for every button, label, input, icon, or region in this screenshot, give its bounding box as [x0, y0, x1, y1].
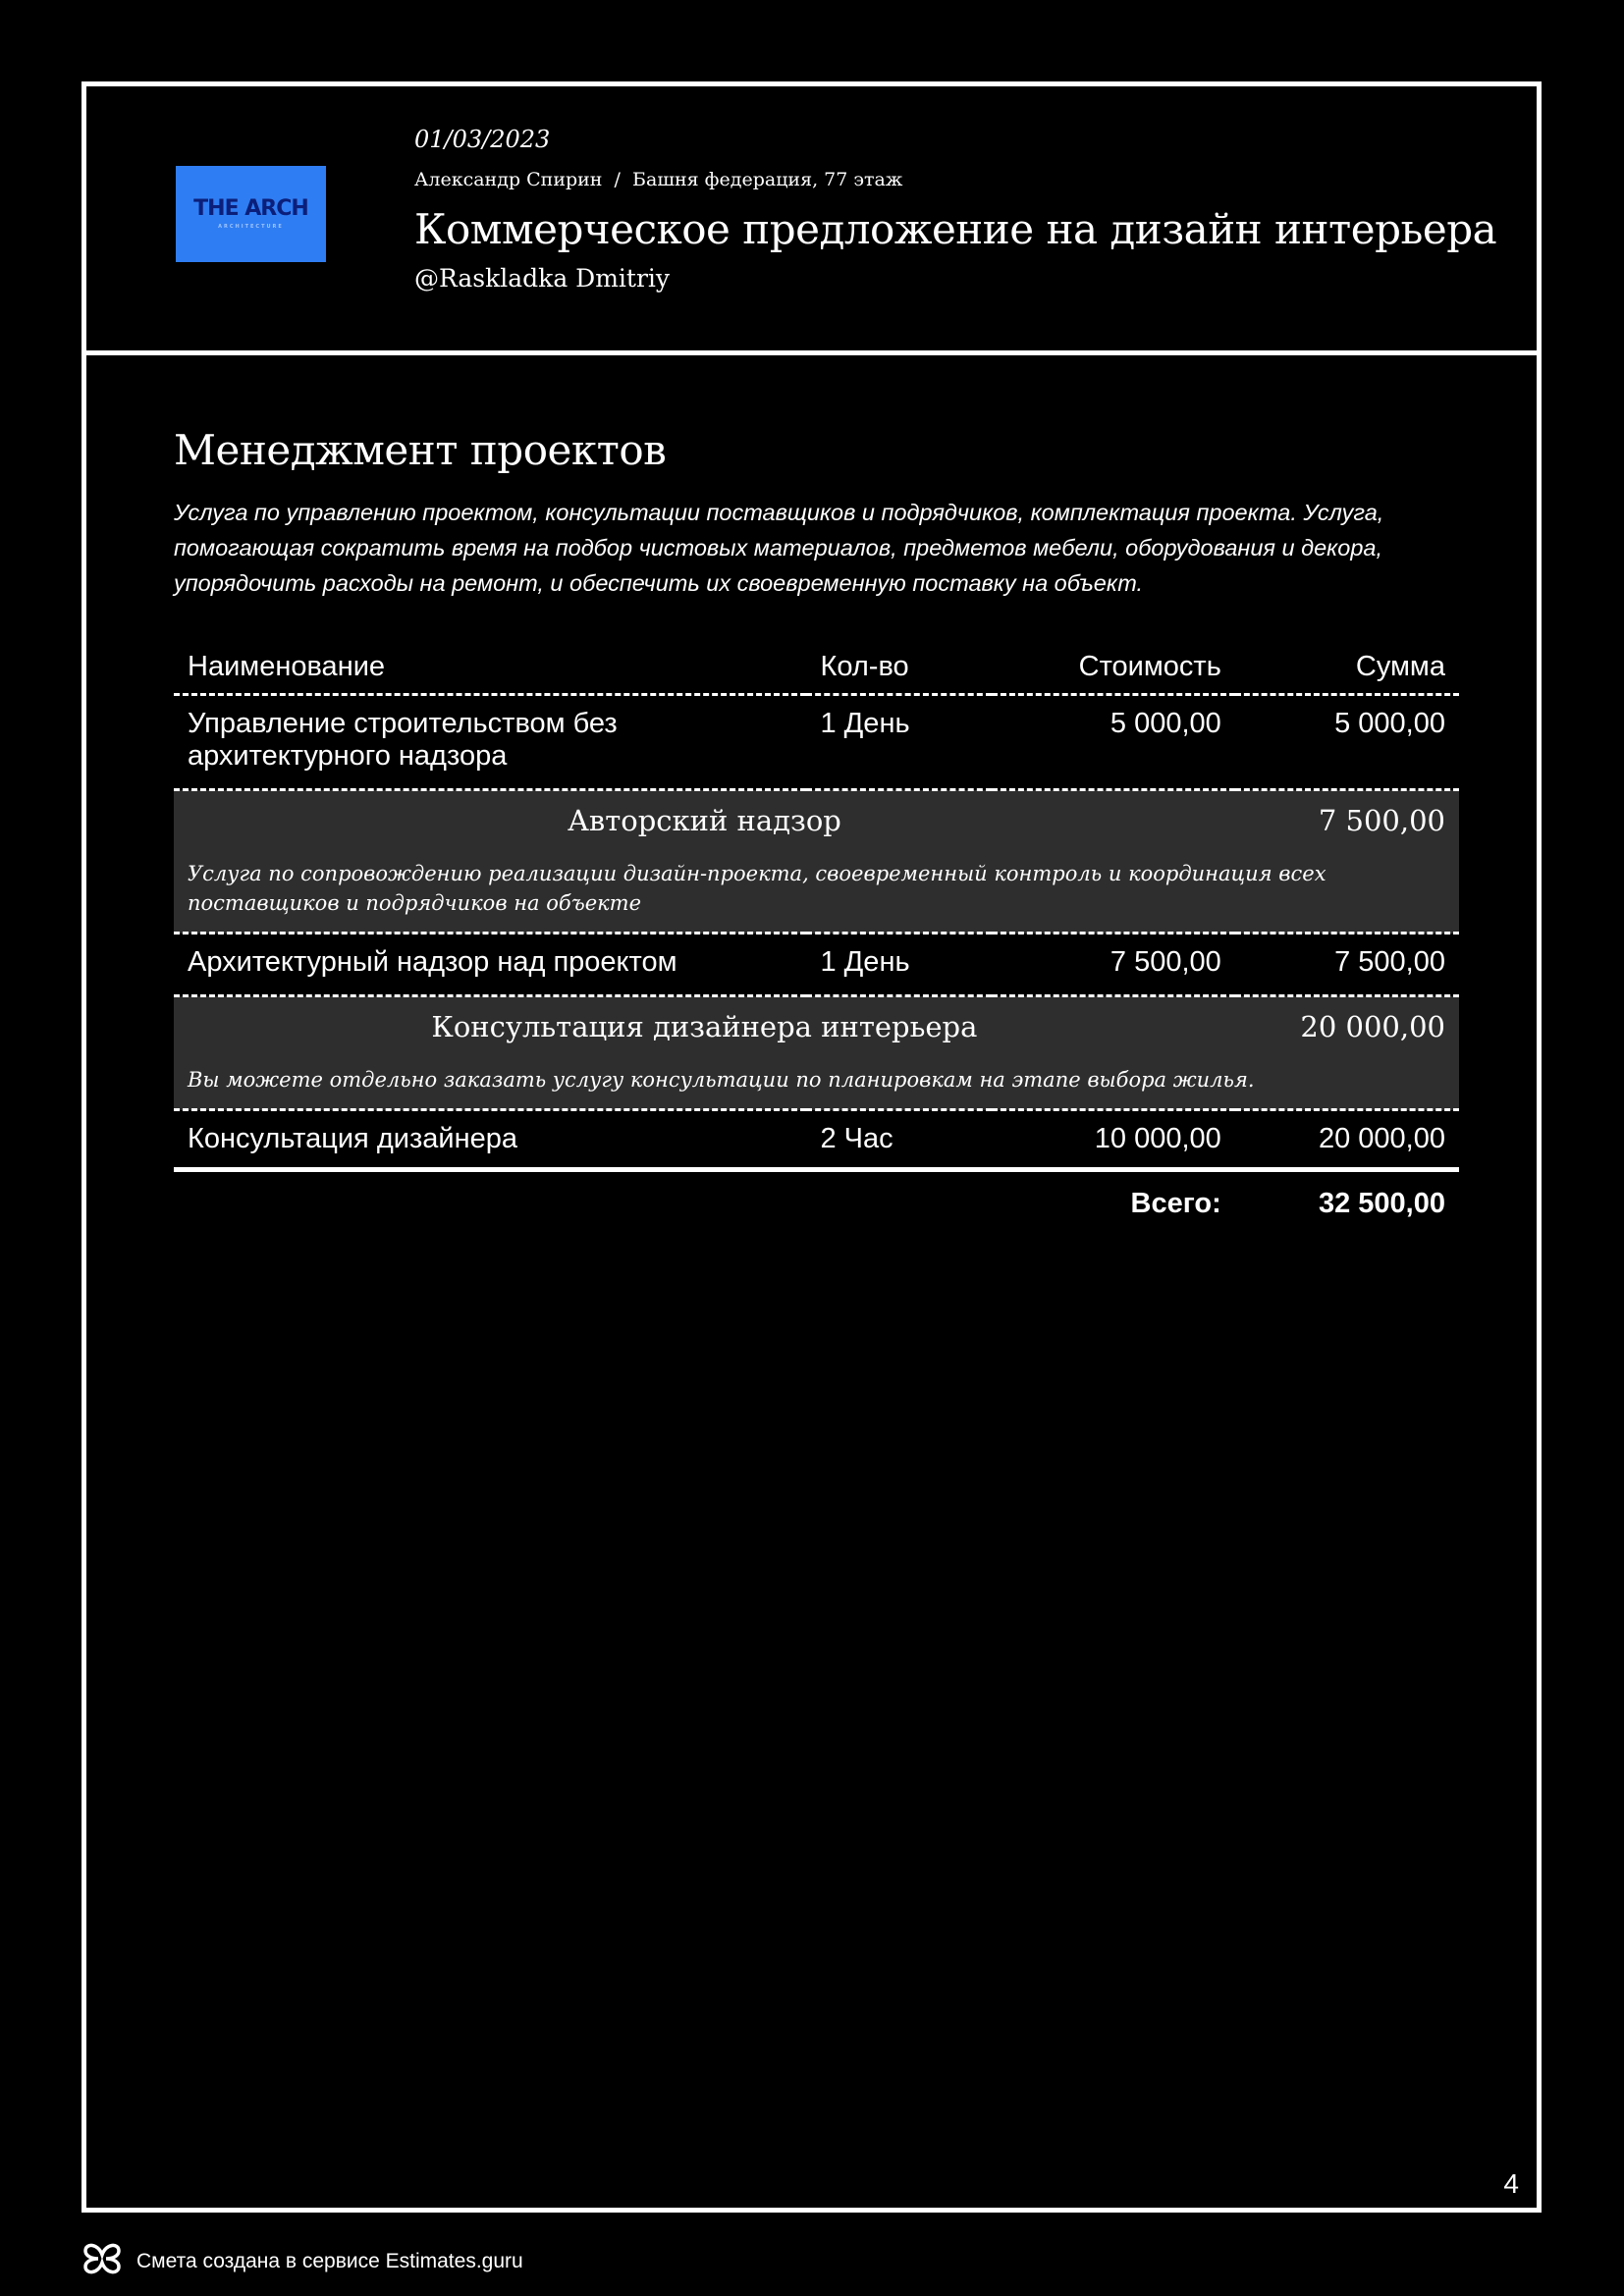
group-description-row — [174, 845, 1459, 934]
group-title: Консультация дизайнера интерьера — [174, 996, 1235, 1052]
logo-subtitle: ARCHITECTURE — [218, 224, 284, 230]
group-description-row — [174, 1051, 1459, 1110]
section-description: Услуга по управлению проектом, консультации поставщиков и подрядчиков, комплектация проекта. Услуга, помогающая сократить время на подбор чистовых материалов, предметов мебели, оборудования и декора, упорядочить расходы на ремонт, и обеспечить их своевременную поставку на объект. — [174, 500, 1384, 596]
total-value: 32 500,00 — [1318, 1188, 1445, 1219]
page-frame — [81, 81, 1542, 2213]
item-sum: 7 500,00 — [1235, 934, 1459, 996]
header-text — [414, 126, 1517, 294]
document-date: 01/03/2023 — [414, 126, 551, 153]
total-label: Всего: — [1130, 1188, 1221, 1219]
section-title: Менеджмент проектов — [174, 426, 667, 474]
group-description: Вы можете отдельно заказать услугу консультации по планировкам на этапе выбора жилья. — [174, 1051, 1459, 1110]
column-header-name: Наименование — [174, 648, 806, 695]
item-name: Архитектурный надзор над проектом — [174, 934, 806, 996]
estimates-guru-logo-icon — [81, 2238, 123, 2284]
section-content — [174, 426, 1459, 1236]
item-name: Управление строительством без архитектурного надзора — [174, 695, 806, 790]
group-header-row — [174, 996, 1459, 1052]
column-header-price: Стоимость — [992, 648, 1235, 695]
document-author: @Raskladka Dmitriy — [414, 264, 671, 294]
logo-title: THE ARCH — [193, 196, 308, 221]
document-header — [86, 86, 1537, 355]
table-row — [174, 934, 1459, 996]
total-row — [174, 1170, 1459, 1237]
item-sum: 20 000,00 — [1235, 1110, 1459, 1170]
item-sum: 5 000,00 — [1235, 695, 1459, 790]
table-header-row — [174, 648, 1459, 695]
group-header-row — [174, 790, 1459, 846]
item-name: Консультация дизайнера — [174, 1110, 806, 1170]
column-header-qty: Кол-во — [806, 648, 991, 695]
company-logo — [176, 166, 326, 262]
item-qty: 2 Час — [806, 1110, 991, 1170]
item-qty: 1 День — [806, 695, 991, 790]
estimate-table — [174, 648, 1459, 1236]
group-title: Авторский надзор — [174, 790, 1235, 846]
page-number: 4 — [1503, 2168, 1519, 2199]
item-price: 7 500,00 — [992, 934, 1235, 996]
footer[interactable] — [81, 2238, 523, 2284]
client-info: Александр Спирин / Башня федерация, 77 этаж — [414, 169, 903, 190]
item-price: 10 000,00 — [992, 1110, 1235, 1170]
footer-text[interactable]: Смета создана в сервисе Estimates.guru — [136, 2249, 523, 2272]
table-row — [174, 1110, 1459, 1170]
group-sum: 7 500,00 — [1235, 790, 1459, 846]
document-title: Коммерческое предложение на дизайн интерьера — [414, 205, 1497, 253]
group-description: Услуга по сопровождению реализации дизайн-проекта, своевременный контроль и координация всех поставщиков и подрядчиков на объекте — [174, 845, 1459, 934]
table-row — [174, 695, 1459, 790]
item-qty: 1 День — [806, 934, 991, 996]
item-price: 5 000,00 — [992, 695, 1235, 790]
column-header-sum: Сумма — [1235, 648, 1459, 695]
group-sum: 20 000,00 — [1235, 996, 1459, 1052]
